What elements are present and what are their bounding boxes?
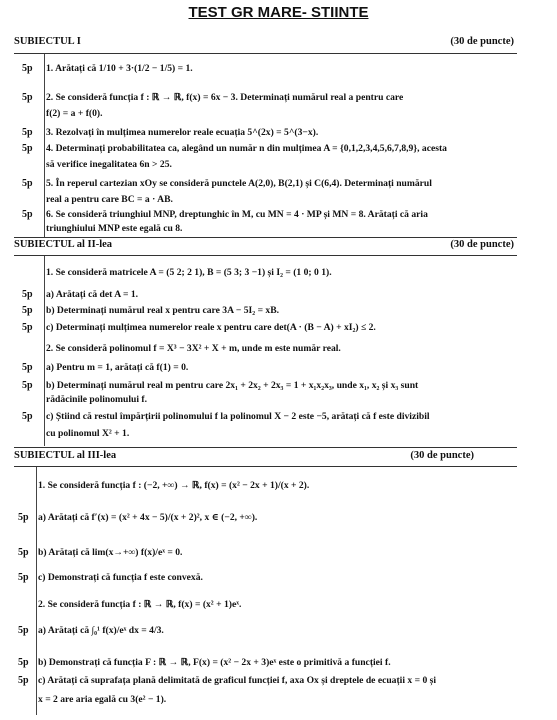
points-label: 5p: [18, 547, 29, 558]
divider: [14, 447, 517, 448]
problem-text: 5. În reperul cartezian xOy se consideră punctele A(2,0), B(2,1) și C(6,4). Determinați numărul: [46, 178, 432, 189]
points-label: 5p: [18, 675, 29, 686]
points-label: 5p: [22, 92, 33, 103]
page-title: TEST GR MARE- STIINTE: [188, 4, 369, 21]
problem-text: a) Arătați că ∫₀¹ f(x)/eˣ dx = 4/3.: [38, 625, 164, 636]
points-label: 5p: [22, 411, 33, 422]
divider: [14, 53, 517, 54]
divider: [14, 255, 517, 256]
problem-text: real a pentru care BC = a · AB.: [46, 194, 173, 205]
points-label: 5p: [22, 322, 33, 333]
problem-text: c) Arătați că suprafața plană delimitată de graficul funcției f, axa Ox și dreptele de ecuații x = 0 și: [38, 675, 437, 686]
divider: [14, 237, 517, 238]
problem-text: c) Demonstrați că funcția f este convexă.: [38, 572, 203, 583]
section-1-header: [14, 36, 514, 52]
problem-text: c) Determinați mulțimea numerelor reale x pentru care det(A · (B − A) + xI₂) ≤ 2.: [46, 322, 376, 333]
points-label: 5p: [18, 572, 29, 583]
problem-text: 1. Se consideră funcția f : (−2, +∞) → ℝ, f(x) = (x² − 2x + 1)/(x + 2).: [38, 480, 310, 491]
problem-text: f(2) = a + f(0).: [46, 108, 103, 119]
points-label: 5p: [18, 512, 29, 523]
problem-text: x = 2 are aria egală cu 3(e² − 1).: [38, 694, 167, 705]
points-label: 5p: [22, 289, 33, 300]
section-2-points: (30 de puncte): [450, 239, 514, 250]
section-3-title: SUBIECTUL al III-lea: [14, 450, 117, 461]
points-label: 5p: [22, 143, 33, 154]
problem-text: b) Determinați numărul real m pentru care 2x₁ + 2x₂ + 2x₃ = 1 + x₁x₂x₃, unde x₁, x₂ și x₃ sunt: [46, 380, 419, 391]
problem-text: rădăcinile polinomului f.: [46, 394, 148, 405]
problem-text: a) Arătați că det A = 1.: [46, 289, 139, 300]
points-label: 5p: [22, 63, 33, 74]
problem-text: triunghiului MNP este egală cu 8.: [46, 223, 183, 234]
problem-text: 2. Se consideră polinomul f = X³ − 3X² + X + m, unde m este număr real.: [46, 343, 341, 354]
divider: [14, 466, 517, 467]
section-1-points: (30 de puncte): [450, 36, 514, 47]
section-2-header: [14, 239, 514, 255]
problem-text: 4. Determinați probabilitatea ca, alegând un număr n din mulțimea A = {0,1,2,3,4,5,6,7,8,9}, acesta: [46, 143, 447, 154]
points-label: 5p: [22, 178, 33, 189]
problem-text: 1. Arătați că 1/10 + 3·(1/2 − 1/5) = 1.: [46, 63, 193, 74]
problem-text: 3. Rezolvați în mulțimea numerelor reale ecuația 5^(2x) = 5^(3−x).: [46, 127, 319, 138]
points-label: 5p: [22, 305, 33, 316]
problem-text: b) Arătați că lim(x→+∞) f(x)/eˣ = 0.: [38, 547, 183, 558]
problem-text: să verifice inegalitatea 6n > 25.: [46, 159, 172, 170]
problem-text: b) Determinați numărul real x pentru care 3A − 5I₂ = xB.: [46, 305, 280, 316]
problem-text: c) Știind că restul împărțirii polinomului f la polinomul X − 2 este −5, arătați că f este divizibil: [46, 411, 430, 422]
problem-text: a) Arătați că f′(x) = (x² + 4x − 5)/(x + 2)², x ∈ (−2, +∞).: [38, 512, 258, 523]
section-3-header: [14, 450, 514, 466]
points-label: 5p: [18, 657, 29, 668]
section-2-title: SUBIECTUL al II-lea: [14, 239, 113, 250]
points-label: 5p: [18, 625, 29, 636]
points-label: 5p: [22, 127, 33, 138]
column-divider: [36, 467, 37, 715]
column-divider: [44, 256, 45, 446]
problem-text: cu polinomul X² + 1.: [46, 428, 130, 439]
problem-text: 6. Se consideră triunghiul MNP, dreptunghic în M, cu MN = 4 · MP și MN = 8. Arătați că aria: [46, 209, 428, 220]
problem-text: 2. Se consideră funcția f : ℝ → ℝ, f(x) = 6x − 3. Determinați numărul real a pentru care: [46, 92, 404, 103]
column-divider: [44, 54, 45, 237]
section-3-points: (30 de puncte): [410, 450, 474, 461]
points-label: 5p: [22, 362, 33, 373]
problem-text: b) Demonstrați că funcția F : ℝ → ℝ, F(x) = (x² − 2x + 3)eˣ este o primitivă a funcției f.: [38, 657, 391, 668]
problem-text: 1. Se consideră matricele A = (5 2; 2 1), B = (5 3; 3 −1) și I₂ = (1 0; 0 1).: [46, 267, 332, 278]
points-label: 5p: [22, 209, 33, 220]
problem-text: 2. Se consideră funcția f : ℝ → ℝ, f(x) = (x² + 1)eˣ.: [38, 599, 242, 610]
points-label: 5p: [22, 380, 33, 391]
problem-text: a) Pentru m = 1, arătați că f(1) = 0.: [46, 362, 189, 373]
section-1-title: SUBIECTUL I: [14, 36, 81, 47]
